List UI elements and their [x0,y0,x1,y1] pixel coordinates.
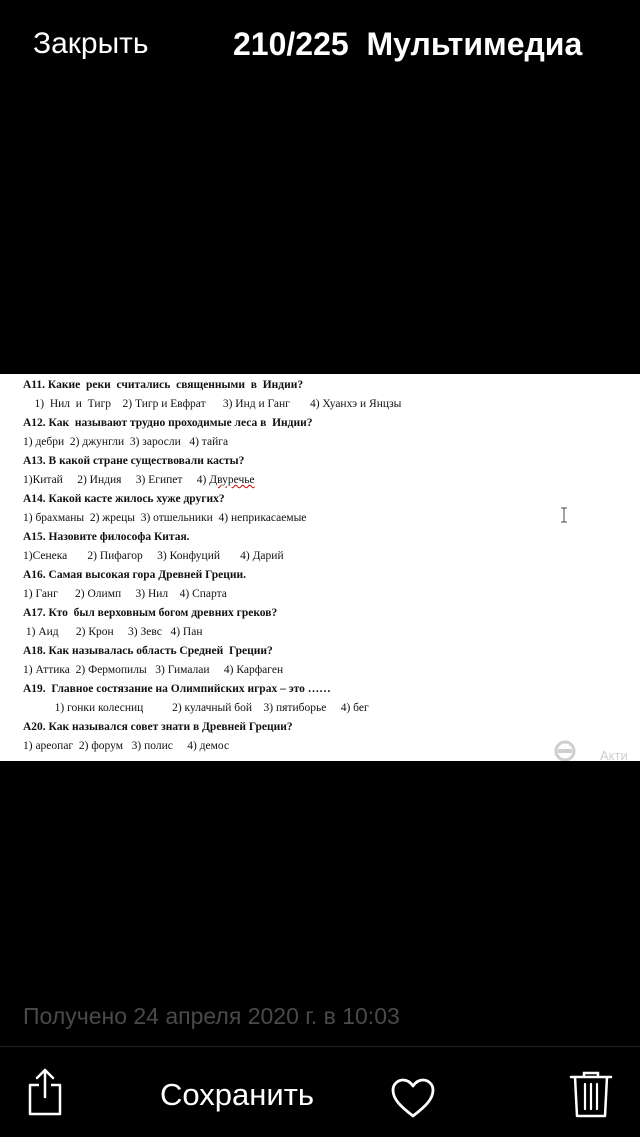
answer-line [23,547,623,566]
line-text: А20. Как назывался совет знати в Древней Греции? [23,721,293,733]
activation-text: Акти [600,748,628,761]
top-bar [0,0,640,90]
answer-line [23,699,623,718]
line-text: 1) Нил и Тигр 2) Тигр и Евфрат 3) Инд и Ганг 4) Хуанхэ и Янцзы [23,398,402,410]
answer-line [23,737,623,756]
line-text: 1) ареопаг 2) форум 3) полис 4) демос [23,740,230,752]
line-text: 1) Аттика 2) Фермопилы 3) Гималаи 4) Карфаген [23,664,284,676]
line-text: 1) брахманы 2) жрецы 3) отшельники 4) неприкасаемые [23,512,307,524]
answer-line [23,509,623,528]
line-text: 1)Сенека 2) Пифагор 3) Конфуций 4) Дарий [23,550,284,562]
question-line [23,680,623,699]
photo-viewer-image[interactable] [0,374,640,761]
close-button[interactable]: Закрыть [33,27,149,60]
line-text: А11. Какие реки считались священными в Индии? [23,379,304,391]
question-line [23,566,623,585]
question-line [23,718,623,737]
question-line [23,376,623,395]
text-cursor-icon [560,507,568,523]
answer-line [23,395,623,414]
photo-counter: 210/225 [233,26,349,62]
bottom-toolbar [0,1046,640,1137]
line-text: А16. Самая высокая гора Древней Греции. [23,569,246,581]
line-text: 1)Китай 2) Индия 3) Египет 4) [23,474,210,486]
test-document [23,376,623,756]
question-line [23,528,623,547]
line-text: 1) дебри 2) джунгли 3) заросли 4) тайга [23,436,229,448]
heart-icon[interactable] [390,1077,436,1119]
page-title [233,22,582,66]
received-date: Получено 24 апреля 2020 г. в 10:03 [23,1003,400,1029]
line-text: А18. Как называлась область Средней Греции? [23,645,273,657]
album-name: Мультимедиа [366,26,583,62]
activation-icon [552,740,578,761]
spellcheck-underlined-word: Двуречье [209,474,255,486]
line-text: А19. Главное состязание на Олимпийских играх – это …… [23,683,331,695]
question-line [23,642,623,661]
answer-line [23,623,623,642]
answer-line [23,661,623,680]
question-line [23,490,623,509]
question-line [23,452,623,471]
line-text: А15. Назовите философа Китая. [23,531,190,543]
line-text: 1) Ганг 2) Олимп 3) Нил 4) Спарта [23,588,227,600]
question-line [23,414,623,433]
trash-icon[interactable] [568,1069,614,1119]
share-icon[interactable] [26,1067,64,1117]
save-button[interactable]: Сохранить [160,1077,315,1112]
line-text: А12. Как называют трудно проходимые леса в Индии? [23,417,313,429]
answer-line [23,433,623,452]
question-line [23,604,623,623]
answer-line [23,585,623,604]
line-text: А14. Какой касте жилось хуже других? [23,493,225,505]
line-text: А13. В какой стране существовали касты? [23,455,245,467]
windows-activation-watermark [552,740,640,761]
answer-line [23,471,623,490]
line-text: 1) гонки колесниц 2) кулачный бой 3) пятиборье 4) бег [23,702,369,714]
line-text: А17. Кто был верховным богом древних греков? [23,607,278,619]
line-text: 1) Аид 2) Крон 3) Зевс 4) Пан [23,626,203,638]
